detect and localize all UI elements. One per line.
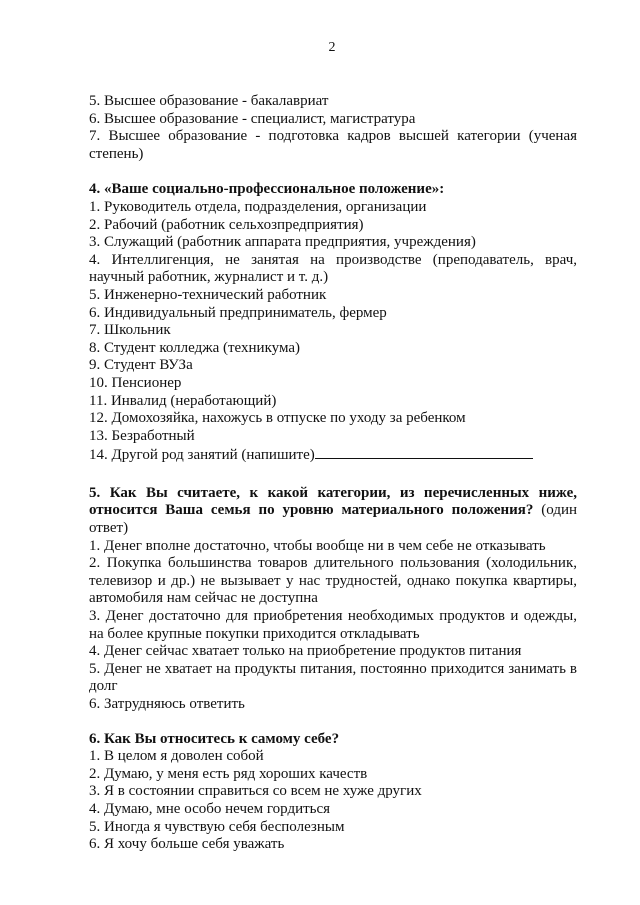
- list-item: 7. Высшее образование - подготовка кадров высшей категории (ученая степень): [89, 128, 577, 162]
- option-item: 11. Инвалид (неработающий): [89, 392, 277, 409]
- option-item: 3. Я в состоянии справиться со всем не хуже других: [89, 783, 422, 800]
- page-number: 2: [328, 40, 336, 55]
- question-title: 4. «Ваше социально-профессиональное положение»:: [89, 181, 445, 198]
- option-item: 4. Интеллигенция, не занятая на производстве (преподаватель, врач, научный работник, журналист и т. д.): [89, 251, 577, 286]
- option-item: 4. Денег сейчас хватает только на приобретение продуктов питания: [89, 643, 522, 660]
- option-item: 8. Студент колледжа (техникума): [89, 339, 300, 356]
- question-text: 5. Как Вы считаете, к какой категории, из перечисленных ниже, относится Ваша семья по уровню материального положения?: [89, 484, 577, 519]
- option-item: 2. Думаю, у меня есть ряд хороших качеств: [89, 765, 368, 782]
- option-item: 5. Денег не хватает на продукты питания, постоянно приходится занимать в долг: [89, 660, 577, 695]
- option-item: 13. Безработный: [89, 427, 195, 444]
- option-item: 3. Денег достаточно для приобретения необходимых продуктов и одежды, на более крупные покупки приходится откладывать: [89, 608, 577, 642]
- option-item: 6. Я хочу больше себя уважать: [89, 836, 285, 853]
- option-item: 6. Затрудняюсь ответить: [89, 696, 245, 712]
- option-item: 1. Денег вполне достаточно, чтобы вообще ни в чем себе не отказывать: [89, 537, 546, 554]
- option-item: 3. Служащий (работник аппарата предприятия, учреждения): [89, 234, 476, 251]
- option-item: 2. Покупка большинства товаров длительного пользования (холодильник, телевизор и др.) не вызывает у нас трудностей, однако покупка квартиры, автомобиля нам сейчас не доступна: [89, 555, 577, 607]
- option-item: 2. Рабочий (работник сельхозпредприятия): [89, 216, 364, 233]
- questionnaire-page: [89, 93, 577, 854]
- option-item: 4. Думаю, мне особо нечем гордиться: [89, 800, 331, 817]
- option-item: 1. В целом я доволен собой: [89, 748, 264, 765]
- education-options-continued: [89, 93, 577, 163]
- list-item: 6. Высшее образование - специалист, магистратура: [89, 110, 416, 127]
- option-item: 1. Руководитель отдела, подразделения, организации: [89, 198, 427, 215]
- question-4: [89, 181, 577, 465]
- option-item: 9. Студент ВУЗа: [89, 357, 193, 374]
- question-title: [89, 485, 577, 538]
- option-item: 7. Школьник: [89, 322, 171, 339]
- question-title: 6. Как Вы относитесь к самому себе?: [89, 730, 340, 747]
- question-note: (один ответ): [89, 502, 578, 537]
- option-item: 5. Иногда я чувствую себя бесполезным: [89, 818, 345, 835]
- option-item: 6. Индивидуальный предприниматель, фермер: [89, 304, 387, 321]
- question-5: [89, 485, 577, 714]
- list-item: 5. Высшее образование - бакалавриат: [89, 93, 329, 109]
- option-item-other: [89, 445, 577, 465]
- option-item: 12. Домохозяйка, нахожусь в отпуске по уходу за ребенком: [89, 410, 466, 427]
- question-6: [89, 731, 577, 854]
- option-item: 5. Инженерно-технический работник: [89, 286, 327, 303]
- write-in-blank[interactable]: [315, 445, 533, 459]
- option-item-label: 14. Другой род занятий (напишите): [89, 447, 315, 464]
- option-item: 10. Пенсионер: [89, 374, 182, 391]
